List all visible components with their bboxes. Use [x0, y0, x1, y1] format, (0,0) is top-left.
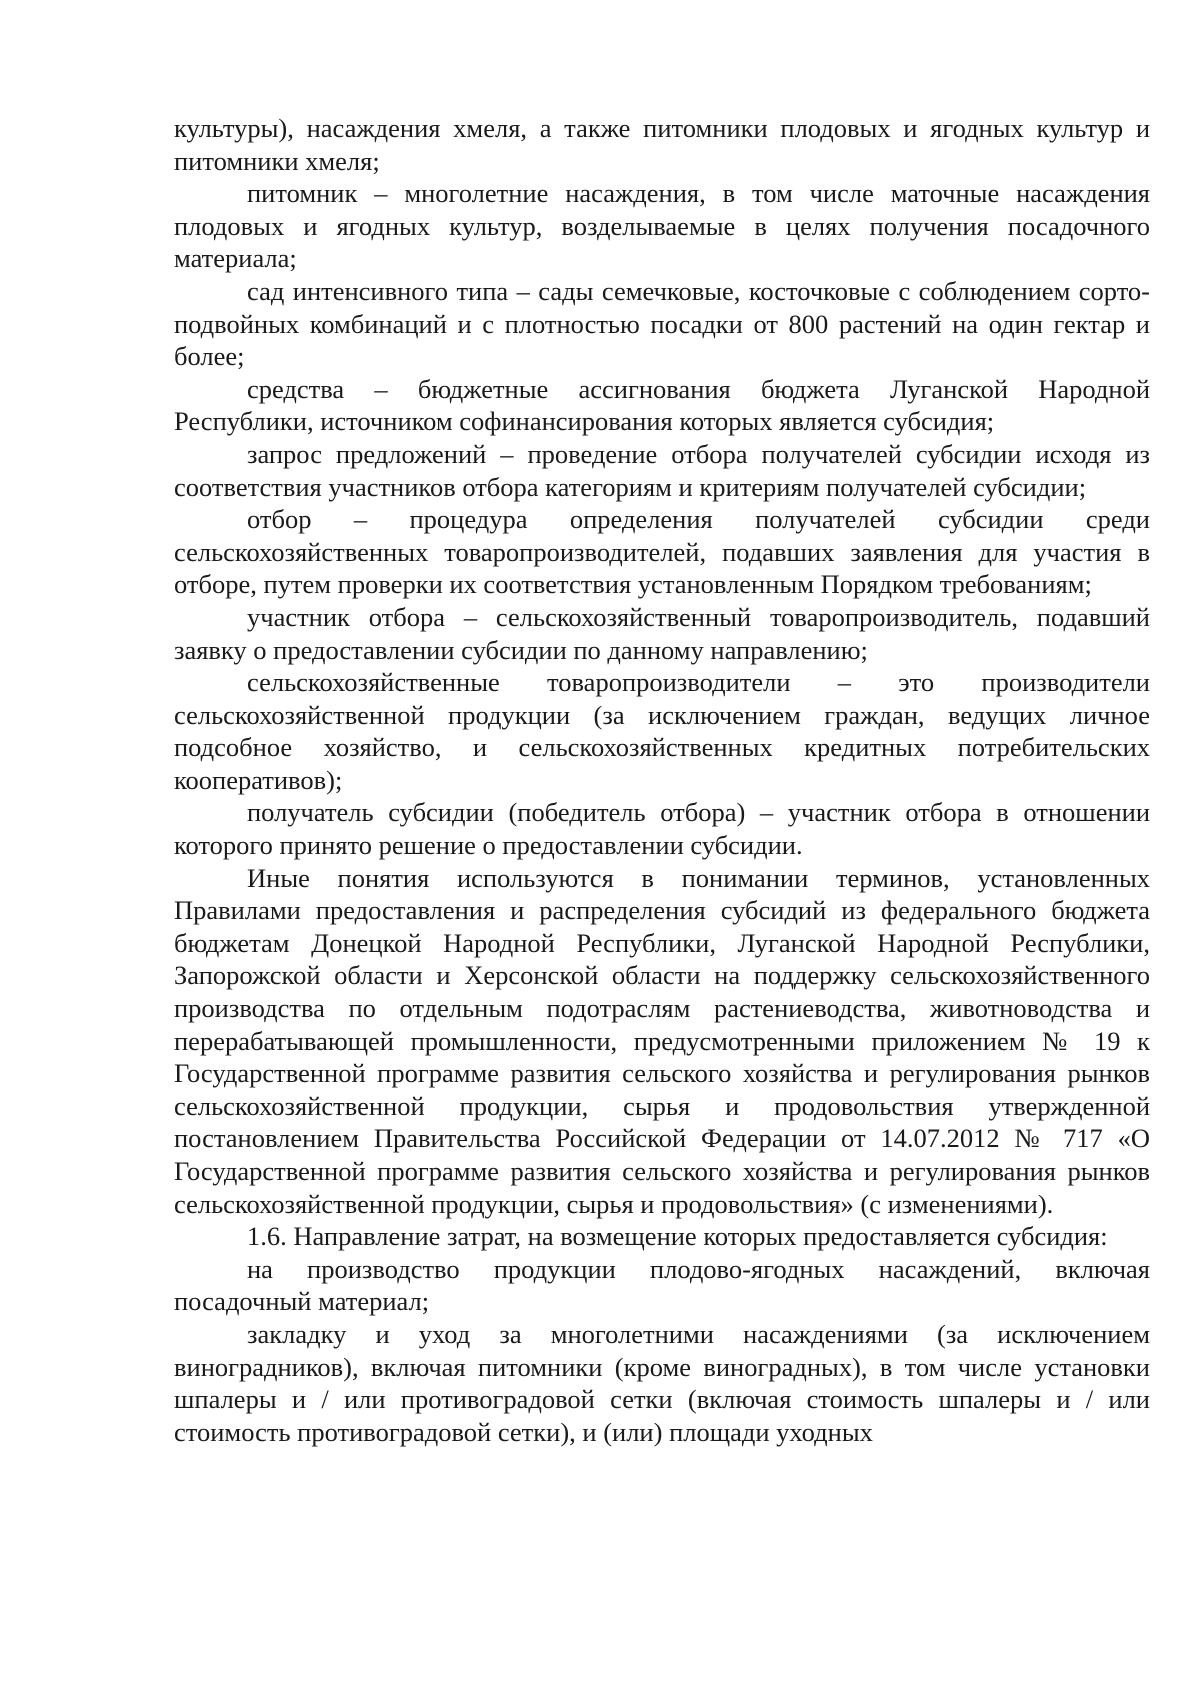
paragraph-cost-production: на производство продукции плодово-ягодных насаждений, включая посадочный материал;: [174, 1253, 1150, 1317]
paragraph-definition-participant: участник отбора – сельскохозяйственный товаропроизводитель, подавший заявку о предоставлении субсидии по данному направлению;: [174, 601, 1150, 665]
paragraph-definition-request-for-proposals: запрос предложений – проведение отбора получателей субсидии исходя из соответствия участников отбора категориям и критериям получателей субсидии;: [174, 438, 1150, 502]
paragraph-cost-planting-care: закладку и уход за многолетними насаждениями (за исключением виноградников), включая питомники (кроме виноградных), в том числе установки шпалеры и / или противоградовой сетки (включая стоимость шпалеры и / или стоимость противоградовой сетки), и (или) площади уходных: [174, 1318, 1150, 1447]
paragraph-definition-funds: средства – бюджетные ассигнования бюджета Луганской Народной Республики, источником софинансирования которых является субсидия;: [174, 373, 1150, 437]
paragraph-section-1-6: 1.6. Направление затрат, на возмещение которых предоставляется субсидия:: [247, 1221, 1108, 1252]
document-body: [174, 112, 1150, 1448]
paragraph-definition-intensive-orchard: сад интенсивного типа – сады семечковые, косточковые с соблюдением сорто-подвойных комбинаций и с плотностью посадки от 800 растений на один гектар и более;: [174, 275, 1150, 372]
paragraph-continuation: культуры), насаждения хмеля, а также питомники плодовых и ягодных культур и питомники хмеля;: [174, 113, 1150, 176]
paragraph-definition-nursery: питомник – многолетние насаждения, в том числе маточные насаждения плодовых и ягодных культур, возделываемые в целях получения посадочного материала;: [174, 178, 1150, 274]
paragraph-definition-producers: сельскохозяйственные товаропроизводители – это производители сельскохозяйственной продукции (за исключением граждан, ведущих личное подсобное хозяйство, и сельскохозяйственных кредитных потребительских кооперативов);: [174, 667, 1150, 795]
paragraph-other-terms: Иные понятия используются в понимании терминов, установленных Правилами предоставления и распределения субсидий из федерального бюджета бюджетам Донецкой Народной Республики, Луганской Народной Республики, Запорожской области и Херсонской области на поддержку сельскохозяйственного производства по отдельным подотраслям растениеводства, животноводства и перерабатывающей промышленности, предусмотренными приложением № 19 к Государственной программе развития сельского хозяйства и регулирования рынков сельскохозяйственной продукции, сырья и продовольствия утвержденной постановлением Правительства Российской Федерации от 14.07.2012 № 717 «О Государственной программе развития сельского хозяйства и регулирования рынков сельскохозяйственной продукции, сырья и продовольствия» (с изменениями).: [174, 862, 1150, 1219]
paragraph-definition-recipient: получатель субсидии (победитель отбора) – участник отбора в отношении которого принято решение о предоставлении субсидии.: [174, 797, 1150, 861]
paragraph-definition-selection: отбор – процедура определения получателей субсидии среди сельскохозяйственных товаропроизводителей, подавших заявления для участия в отборе, путем проверки их соответствия установленным Порядком требованиям;: [174, 504, 1150, 600]
